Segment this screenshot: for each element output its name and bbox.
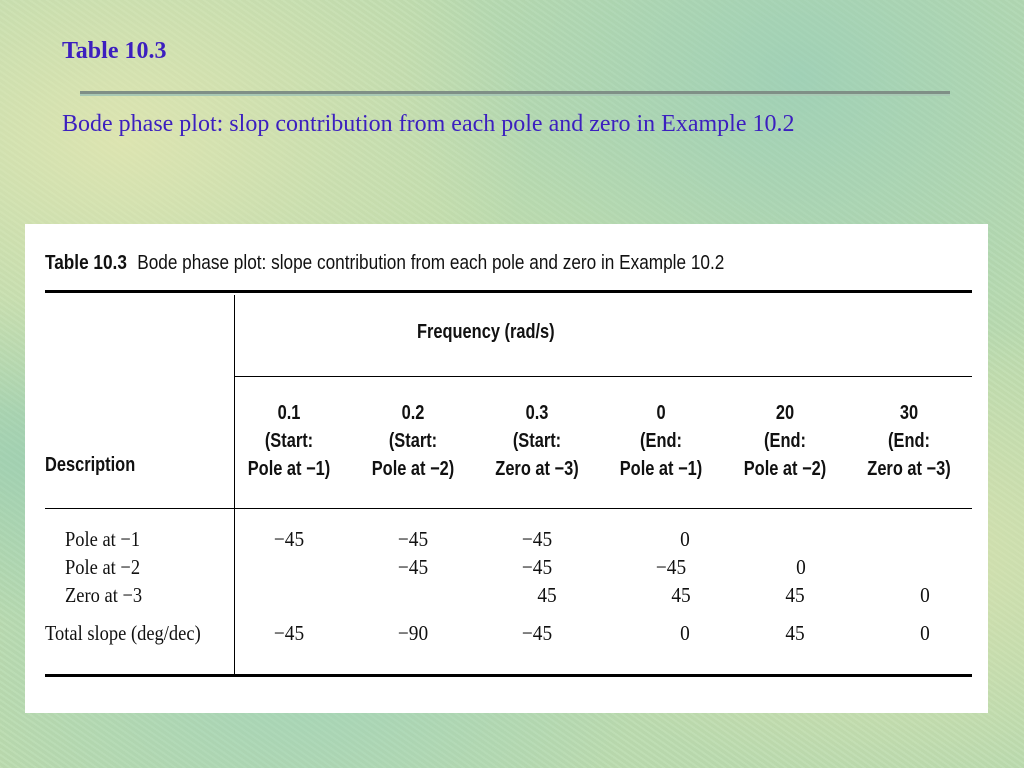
column-header xyxy=(734,399,836,483)
column-frequency: 0.2 xyxy=(401,402,425,424)
column-header xyxy=(858,399,960,483)
table-top-rule xyxy=(45,290,972,293)
column-line2: Pole at −1) xyxy=(619,458,703,480)
table-caption-text: Bode phase plot: slope contribution from each pole and zero in Example 10.2 xyxy=(137,252,725,274)
table-cell: −45 xyxy=(521,555,553,579)
column-line2: Pole at −2) xyxy=(743,458,827,480)
table-cell: −45 xyxy=(397,555,429,579)
table-cell: −45 xyxy=(397,527,429,551)
table-cell: 45 xyxy=(671,583,691,607)
column-line1: (End: xyxy=(640,430,682,452)
table-cell: −90 xyxy=(397,621,429,645)
table-column-divider xyxy=(234,295,235,675)
column-line1: (Start: xyxy=(512,430,562,452)
table-caption xyxy=(45,252,724,275)
slide-subtitle: Bode phase plot: slop contribution from each pole and zero in Example 10.2 xyxy=(62,111,795,137)
row-label: Pole at −1 xyxy=(65,527,141,551)
group-header-rule xyxy=(235,376,972,377)
column-line1: (Start: xyxy=(264,430,314,452)
column-header xyxy=(610,399,712,483)
table-cell: −45 xyxy=(521,621,553,645)
table-cell: −45 xyxy=(273,621,305,645)
row-label-total: Total slope (deg/dec) xyxy=(45,621,201,645)
table-cell: 0 xyxy=(920,583,930,607)
table-cell: 45 xyxy=(785,621,805,645)
column-line1: (End: xyxy=(764,430,806,452)
column-frequency: 30 xyxy=(899,402,919,424)
table-cell: 0 xyxy=(680,621,690,645)
column-line1: (Start: xyxy=(388,430,438,452)
column-frequency: 0.3 xyxy=(525,402,549,424)
frequency-group-header: Frequency (rad/s) xyxy=(417,321,555,343)
row-label: Zero at −3 xyxy=(65,583,143,607)
column-line1: (End: xyxy=(888,430,930,452)
table-cell: 0 xyxy=(680,527,690,551)
table-cell: 0 xyxy=(920,621,930,645)
table-cell: −45 xyxy=(521,527,553,551)
table-caption-label: Table 10.3 xyxy=(45,252,127,274)
table-cell: −45 xyxy=(655,555,687,579)
column-line2: Pole at −1) xyxy=(247,458,331,480)
column-header xyxy=(238,399,340,483)
table-cell: 45 xyxy=(537,583,557,607)
table-cell: −45 xyxy=(273,527,305,551)
title-divider xyxy=(80,91,950,94)
column-frequency: 0 xyxy=(656,402,666,424)
column-header xyxy=(486,399,588,483)
table-bottom-rule xyxy=(45,674,972,677)
column-header xyxy=(362,399,464,483)
slide-title: Table 10.3 xyxy=(62,38,167,64)
column-line2: Zero at −3) xyxy=(867,458,951,480)
table-figure xyxy=(25,224,988,713)
description-header: Description xyxy=(45,454,136,476)
header-bottom-rule xyxy=(45,508,972,509)
row-label: Pole at −2 xyxy=(65,555,141,579)
column-line2: Pole at −2) xyxy=(371,458,455,480)
column-frequency: 20 xyxy=(775,402,795,424)
table-cell: 0 xyxy=(796,555,806,579)
table-cell: 45 xyxy=(785,583,805,607)
column-line2: Zero at −3) xyxy=(495,458,579,480)
column-frequency: 0.1 xyxy=(277,402,301,424)
